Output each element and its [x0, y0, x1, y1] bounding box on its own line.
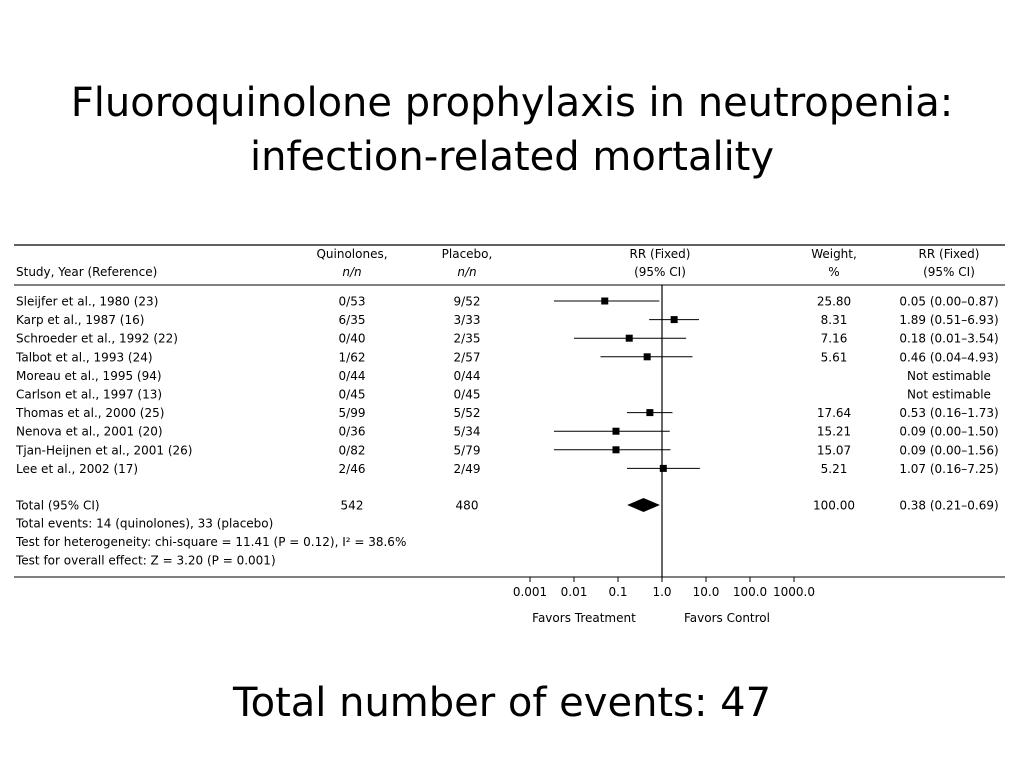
study-point-estimate	[601, 298, 608, 305]
header-weight: Weight,	[811, 247, 857, 261]
study-name: Moreau et al., 1995 (94)	[16, 368, 162, 383]
study-name: Sleijfer et al., 1980 (23)	[16, 294, 159, 309]
header-effect-sub: (95% CI)	[634, 265, 686, 279]
study-rr-ci: 0.53 (0.16–1.73)	[899, 406, 999, 421]
study-treatment-events: 0/36	[338, 424, 366, 439]
study-name: Carlson et al., 1997 (13)	[16, 387, 163, 402]
study-rr-ci: 1.07 (0.16–7.25)	[899, 461, 999, 476]
study-control-events: 5/34	[453, 424, 481, 439]
header-weight-sub: %	[828, 265, 840, 279]
slide-title-line-2: infection-related mortality	[249, 134, 775, 180]
study-name: Talbot et al., 1993 (24)	[16, 350, 153, 365]
study-point-estimate	[671, 316, 678, 323]
study-weight: 5.61	[820, 350, 848, 365]
total-treatment: 542	[340, 498, 364, 513]
x-axis-tick-label: 0.01	[560, 585, 588, 599]
study-rr-ci: 1.89 (0.51–6.93)	[899, 313, 999, 328]
summary-note: Total events: 14 (quinolones), 33 (placebo)	[16, 516, 274, 531]
study-name: Thomas et al., 2000 (25)	[16, 406, 165, 421]
study-rr-ci: 0.46 (0.04–4.93)	[899, 350, 999, 365]
study-rr-ci: 0.09 (0.00–1.50)	[899, 424, 999, 439]
study-treatment-events: 0/45	[338, 387, 366, 402]
total-control: 480	[455, 498, 479, 513]
header-study: Study, Year (Reference)	[16, 265, 158, 279]
x-axis-tick-label: 1000.0	[773, 585, 815, 599]
study-point-estimate	[612, 446, 619, 453]
study-treatment-events: 6/35	[338, 313, 366, 328]
study-point-estimate	[646, 409, 653, 416]
study-control-events: 9/52	[453, 294, 481, 309]
slide-title-line-1: Fluoroquinolone prophylaxis in neutropenia:	[70, 80, 954, 126]
header-effect: RR (Fixed)	[629, 247, 691, 261]
total-rr-ci: 0.38 (0.21–0.69)	[899, 498, 999, 513]
study-control-events: 5/52	[453, 406, 481, 421]
study-point-estimate	[660, 465, 667, 472]
header-rr: RR (Fixed)	[918, 247, 980, 261]
header-control-sub: n/n	[457, 265, 477, 279]
study-name: Nenova et al., 2001 (20)	[16, 424, 163, 439]
summary-note: Test for overall effect: Z = 3.20 (P = 0.001)	[16, 553, 276, 568]
study-control-events: 0/45	[453, 387, 481, 402]
total-weight: 100.00	[813, 498, 855, 513]
study-treatment-events: 5/99	[338, 406, 366, 421]
study-rr-ci: 0.18 (0.01–3.54)	[899, 331, 999, 346]
header-treatment-sub: n/n	[342, 265, 362, 279]
summary-note: Test for heterogeneity: chi-square = 11.41 (P = 0.12), I² = 38.6%	[16, 535, 407, 550]
total-events-caption: Total number of events: 47	[232, 680, 772, 726]
study-control-events: 2/49	[453, 461, 481, 476]
x-axis-tick-label: 10.0	[692, 585, 720, 599]
pooled-estimate-diamond	[627, 498, 660, 512]
favors-control-label: Favors Control	[684, 611, 770, 625]
x-axis-tick-label: 0.1	[608, 585, 628, 599]
x-axis-tick-label: 1.0	[652, 585, 672, 599]
study-treatment-events: 2/46	[338, 461, 366, 476]
study-point-estimate	[644, 353, 651, 360]
study-rr-ci: Not estimable	[907, 387, 991, 402]
study-weight: 7.16	[820, 331, 848, 346]
header-rr-sub: (95% CI)	[923, 265, 975, 279]
study-control-events: 2/57	[453, 350, 481, 365]
header-treatment: Quinolones,	[316, 247, 388, 261]
study-treatment-events: 0/82	[338, 443, 366, 458]
study-name: Lee et al., 2002 (17)	[16, 461, 139, 476]
study-control-events: 2/35	[453, 331, 481, 346]
study-rr-ci: Not estimable	[907, 368, 991, 383]
study-treatment-events: 0/40	[338, 331, 366, 346]
total-label: Total (95% CI)	[16, 498, 100, 513]
study-control-events: 5/79	[453, 443, 481, 458]
study-rr-ci: 0.09 (0.00–1.56)	[899, 443, 999, 458]
study-weight: 25.80	[816, 294, 852, 309]
study-treatment-events: 0/53	[338, 294, 366, 309]
study-weight: 5.21	[820, 461, 848, 476]
study-name: Tjan-Heijnen et al., 2001 (26)	[16, 443, 193, 458]
study-weight: 8.31	[820, 313, 848, 328]
study-treatment-events: 0/44	[338, 368, 366, 383]
study-control-events: 0/44	[453, 368, 481, 383]
header-control: Placebo,	[441, 247, 493, 261]
study-rr-ci: 0.05 (0.00–0.87)	[899, 294, 999, 309]
x-axis-tick-label: 0.001	[512, 585, 548, 599]
favors-treatment-label: Favors Treatment	[532, 611, 636, 625]
study-name: Schroeder et al., 1992 (22)	[16, 331, 178, 346]
study-treatment-events: 1/62	[338, 350, 366, 365]
study-control-events: 3/33	[453, 313, 481, 328]
x-axis-tick-label: 100.0	[732, 585, 768, 599]
study-weight: 15.21	[816, 424, 852, 439]
study-weight: 17.64	[816, 406, 852, 421]
study-name: Karp et al., 1987 (16)	[16, 313, 145, 328]
study-point-estimate	[612, 428, 619, 435]
study-weight: 15.07	[816, 443, 852, 458]
study-point-estimate	[626, 335, 633, 342]
